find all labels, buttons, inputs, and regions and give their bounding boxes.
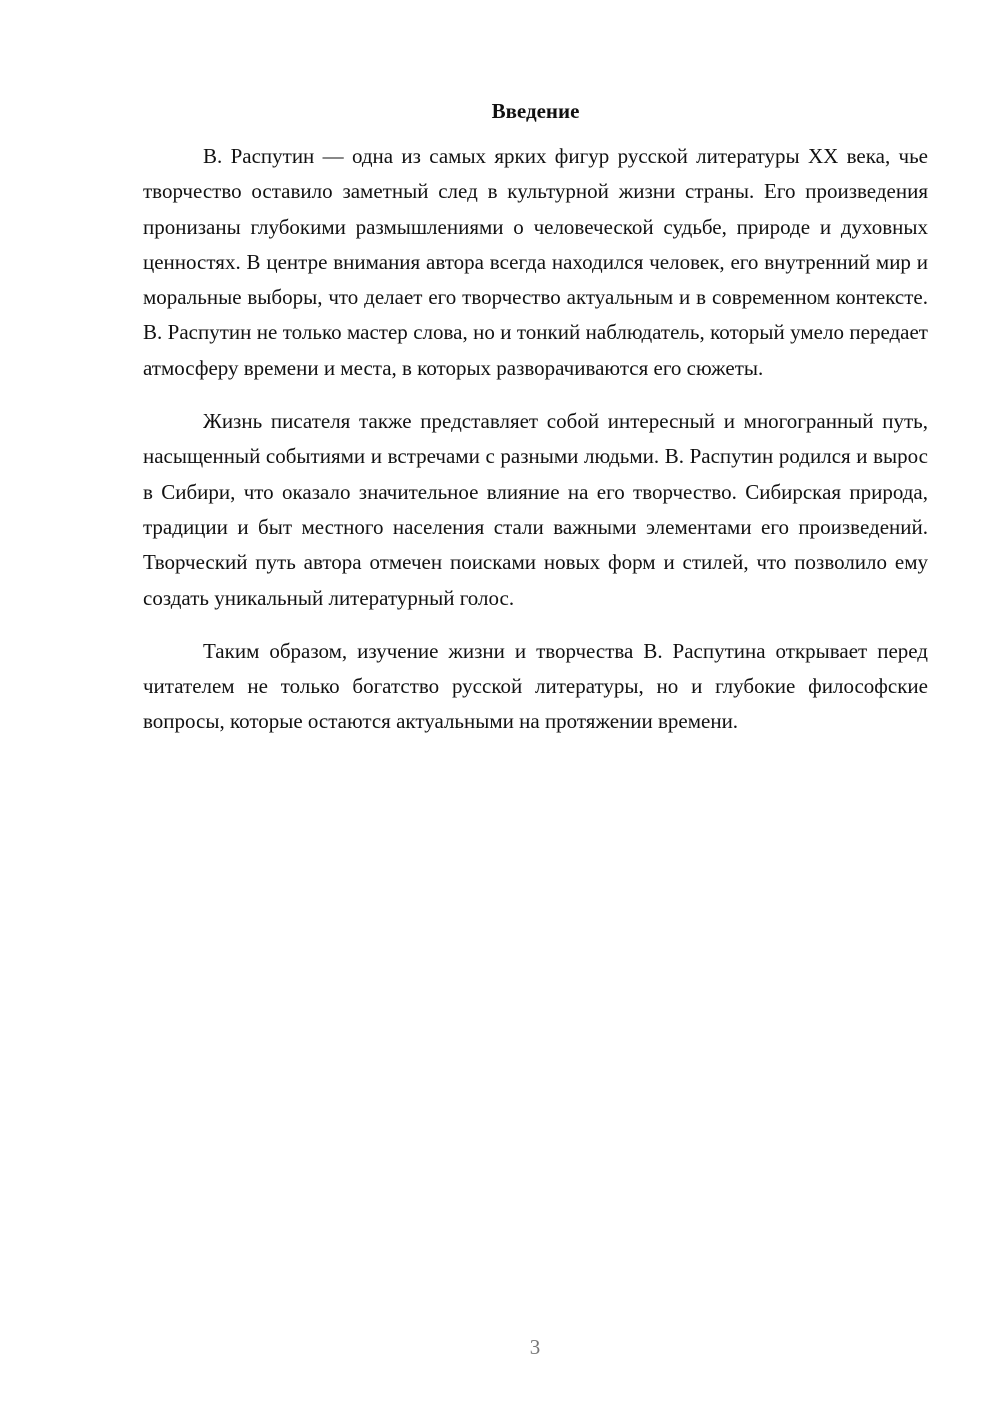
- paragraph-3: Таким образом, изучение жизни и творчества В. Распутина открывает перед читателем не только богатство русской литературы, но и глубокие философские вопросы, которые остаются актуальными на протяжении времени.: [143, 638, 928, 734]
- section-heading: Введение: [491, 99, 580, 123]
- document-body: [143, 95, 928, 758]
- page-number: 3: [529, 1335, 541, 1359]
- paragraph-1: В. Распутин — одна из самых ярких фигур русской литературы XX века, чье творчество оставило заметный след в культурной жизни страны. Его произведения пронизаны глубокими размышлениями о человеческой судьбе, природе и духовных ценностях. В центре внимания автора всегда находился человек, его внутренний мир и моральные выборы, что делает его творчество актуальным и в современном контексте. В. Распутин не только мастер слова, но и тонкий наблюдатель, который умело передает атмосферу времени и места, в которых разворачиваются его сюжеты.: [143, 144, 928, 380]
- paragraph-2: Жизнь писателя также представляет собой интересный и многогранный путь, насыщенный событиями и встречами с разными людьми. В. Распутин родился и вырос в Сибири, что оказало значительное влияние на его творчество. Сибирская природа, традиции и быт местного населения стали важными элементами его произведений. Творческий путь автора отмечен поисками новых форм и стилей, что позволило ему создать уникальный литературный голос.: [143, 409, 928, 610]
